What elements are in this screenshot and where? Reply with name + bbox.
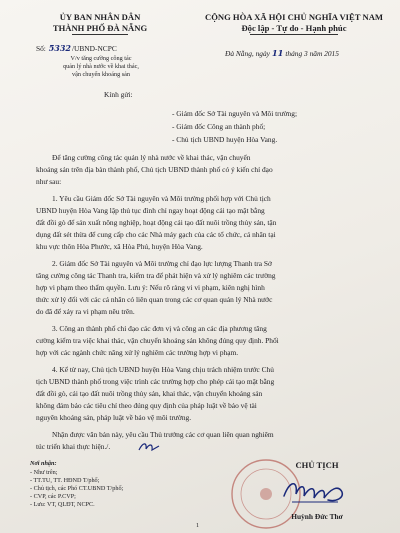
recipient-item: - Chủ tịch UBND huyện Hòa Vang. (172, 135, 278, 144)
paragraph-3-line: 3. Công an thành phố chỉ đạo các đơn vị và công an các địa phương tăng (52, 324, 267, 333)
date-suffix: tháng 3 năm 2015 (285, 49, 339, 58)
issuing-org-line1: ỦY BAN NHÂN DÂN (59, 12, 141, 22)
issuing-org-line2: THÀNH PHỐ ĐÀ NẴNG (52, 23, 148, 33)
paragraph-1-line: UBND huyện Hòa Vang lập thủ tục đình chỉ ngay hoạt động cải tạo mặt bằng (36, 206, 265, 215)
signer-name: Huỳnh Đức Thơ (291, 512, 343, 521)
paragraph-4-line: đất đồi gò, cải tạo đất nuôi trồng thủy sản, khai thác, vận chuyển khoáng sản (36, 389, 263, 398)
motto-underline (250, 34, 338, 35)
doc-no-handwritten: 5332 (48, 43, 71, 53)
paragraph-4-line: tịch UBND thành phố trong việc trình các trường hợp cho phép cải tạo mặt bằng (36, 377, 275, 386)
distribution-item: - CVP, các P.CVP; (30, 493, 76, 500)
paragraph-2-line: tăng cường công tác Thanh tra, kiểm tra để phát hiện và xử lý nghiêm các trường (36, 271, 276, 280)
paragraph-4-line: nguyên khoáng sản, pháp luật về bảo vệ môi trường. (36, 413, 192, 422)
subject-line-3: vận chuyển khoáng sản (72, 71, 130, 78)
handwritten-initial-mark (137, 440, 161, 454)
paragraph-2-line: do đã để xảy ra vi phạm nêu trên. (36, 307, 135, 316)
subject-line-2: quản lý nhà nước về khai thác, (63, 63, 139, 70)
intro-line: như sau: (36, 177, 62, 186)
paragraph-1-line: dụng đất sét thừa để cung cấp cho các Nhà máy gạch của các tổ chức, cá nhân tại (36, 230, 276, 239)
closing-line: túc triển khai thực hiện./. (36, 442, 111, 451)
date-prefix: Đà Nẵng, ngày (225, 49, 270, 58)
date-day-handwritten: 11 (271, 48, 284, 58)
doc-no-suffix: /UBND-NCPC (71, 44, 117, 53)
recipient-item: - Giám đốc Sở Tài nguyên và Môi trường; (172, 109, 297, 118)
paragraph-1-line: khu vực thôn Hòa Phước, xã Hòa Phú, huyện Hòa Vang. (36, 242, 203, 251)
paragraph-4-line: 4. Kể từ nay, Chủ tịch UBND huyện Hòa Vang chịu trách nhiệm trước Chủ (52, 365, 274, 374)
distribution-label: Nơi nhận: (30, 460, 57, 467)
org-underline (72, 34, 128, 35)
paragraph-1-line: đất đồi gò để sản xuất nông nghiệp, hoạt động cải tạo đất nuôi trồng thủy sản, tận (36, 218, 277, 227)
document-number (36, 43, 117, 53)
distribution-item: - TT.TU, TT. HĐND T/phố; (30, 477, 100, 484)
doc-no-label: Số: (36, 44, 46, 53)
subject-line-1: V/v tăng cường công tác (70, 55, 132, 62)
paragraph-3-line: hợp với các ngành chức năng xử lý nghiêm các trường hợp vi phạm. (36, 348, 239, 357)
intro-line: Để tăng cường công tác quản lý nhà nước về khai thác, vận chuyển (52, 153, 251, 162)
distribution-item: - Lưu: VT, QLĐT, NCPC. (30, 501, 95, 508)
signer-title: CHỦ TỊCH (295, 460, 339, 470)
distribution-item: - Chủ tịch, các Phó CT.UBND T/phố; (30, 485, 124, 492)
closing-line: Nhận được văn bản này, yêu cầu Thủ trưởng các cơ quan liên quan nghiêm (52, 430, 274, 439)
page-number: 1 (196, 522, 200, 529)
recipients-label: Kính gửi: (104, 90, 133, 99)
paragraph-2-line: 2. Giám đốc Sở Tài nguyên và Môi trường chỉ đạo lực lượng Thanh tra Sở (52, 259, 272, 268)
paragraph-3-line: cường kiểm tra việc khai thác, vận chuyển khoáng sản không đúng quy định. Phối (36, 336, 279, 345)
recipient-item: - Giám đốc Công an thành phố; (172, 122, 266, 131)
distribution-item: - Như trên; (30, 469, 58, 476)
signature-graphic (280, 474, 350, 508)
intro-line: khoáng sản trên địa bàn thành phố, Chủ tịch UBND thành phố có ý kiến chỉ đạo (36, 165, 273, 174)
national-motto: Độc lập - Tự do - Hạnh phúc (241, 23, 347, 33)
paragraph-4-line: không đảm bảo các tiêu chí theo đúng quy định của pháp luật về bảo vệ tài (36, 401, 257, 410)
national-title: CỘNG HÒA XÃ HỘI CHỦ NGHĨA VIỆT NAM (204, 12, 384, 22)
paragraph-2-line: thức xử lý đối với các cá nhân có liên quan trong các cơ quan quản lý Nhà nước (36, 295, 273, 304)
paragraph-2-line: hợp vi phạm theo thẩm quyền. Lưu ý: Nếu rõ ràng vi vi phạm, kiên nghị hình (36, 283, 265, 292)
issue-date (225, 48, 339, 58)
paragraph-1-line: 1. Yêu cầu Giám đốc Sở Tài nguyên và Môi trường phối hợp với Chủ tịch (52, 194, 271, 203)
